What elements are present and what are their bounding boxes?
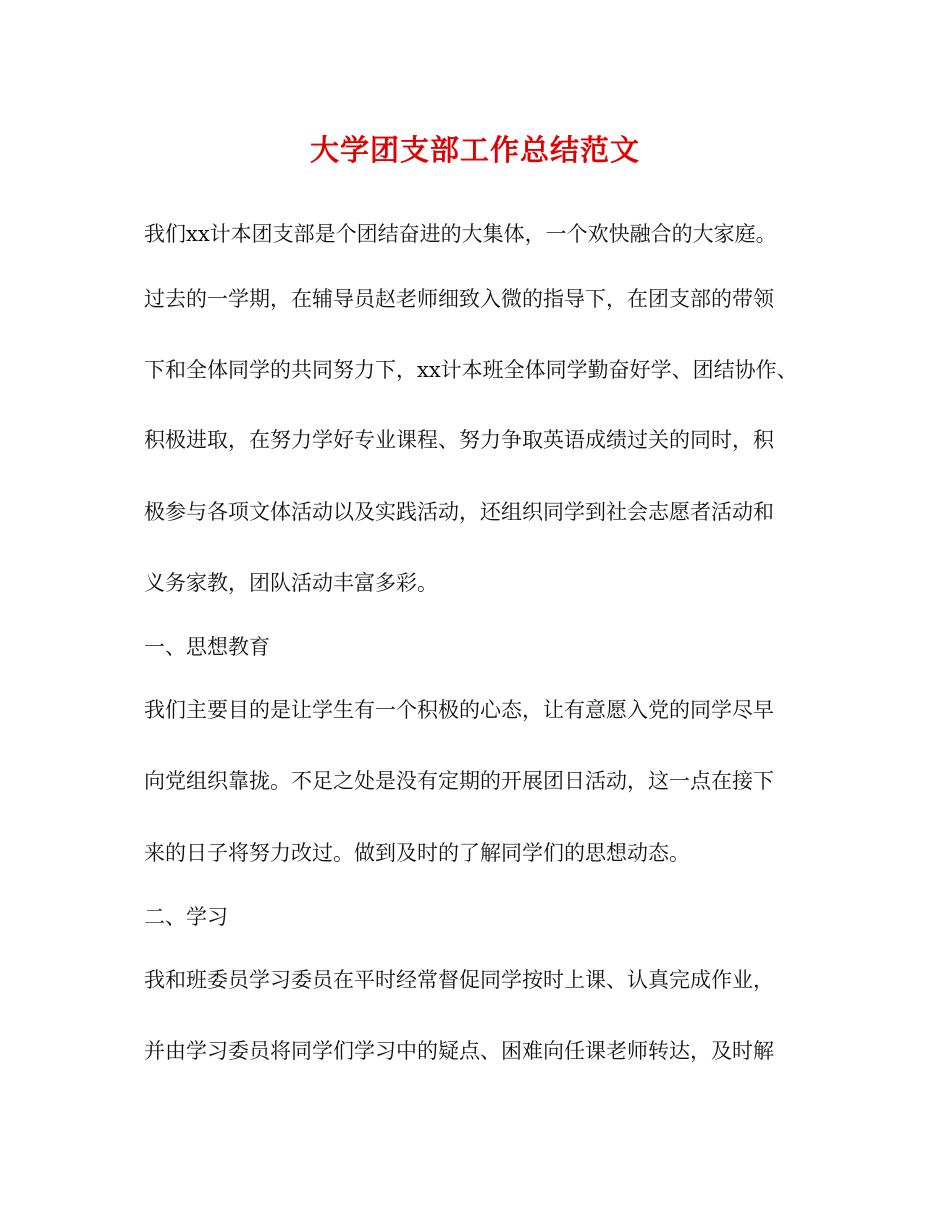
paragraph-1-line-6: 义务家教，团队活动丰富多彩。 bbox=[144, 571, 438, 595]
paragraph-2-line-1: 我们主要目的是让学生有一个积极的心态，让有意愿入党的同学尽早 bbox=[144, 698, 774, 722]
paragraph-1-line-2: 过去的一学期，在辅导员赵老师细致入微的指导下，在团支部的带领 bbox=[144, 287, 774, 311]
section-heading-ideology: 一、思想教育 bbox=[144, 635, 270, 659]
paragraph-1-line-5: 极参与各项文体活动以及实践活动，还组织同学到社会志愿者活动和 bbox=[144, 500, 774, 524]
document-title: 大学团支部工作总结范文 bbox=[309, 133, 640, 167]
paragraph-3-line-1: 我和班委员学习委员在平时经常督促同学按时上课、认真完成作业， bbox=[144, 968, 774, 992]
section-heading-study: 二、学习 bbox=[144, 905, 228, 929]
paragraph-2-line-3: 来的日子将努力改过。做到及时的了解同学们的思想动态。 bbox=[144, 841, 690, 865]
paragraph-1-line-3: 下和全体同学的共同努力下，xx计本班全体同学勤奋好学、团结协作、 bbox=[144, 358, 798, 382]
paragraph-1-line-1: 我们xx计本团支部是个团结奋进的大集体，一个欢快融合的大家庭。 bbox=[144, 222, 777, 246]
paragraph-1-line-4: 积极进取，在努力学好专业课程、努力争取英语成绩过关的同时，积 bbox=[144, 428, 774, 452]
paragraph-3-line-2: 并由学习委员将同学们学习中的疑点、困难向任课老师转达，及时解 bbox=[144, 1039, 774, 1063]
paragraph-2-line-2: 向党组织靠拢。不足之处是没有定期的开展团日活动，这一点在接下 bbox=[144, 769, 774, 793]
